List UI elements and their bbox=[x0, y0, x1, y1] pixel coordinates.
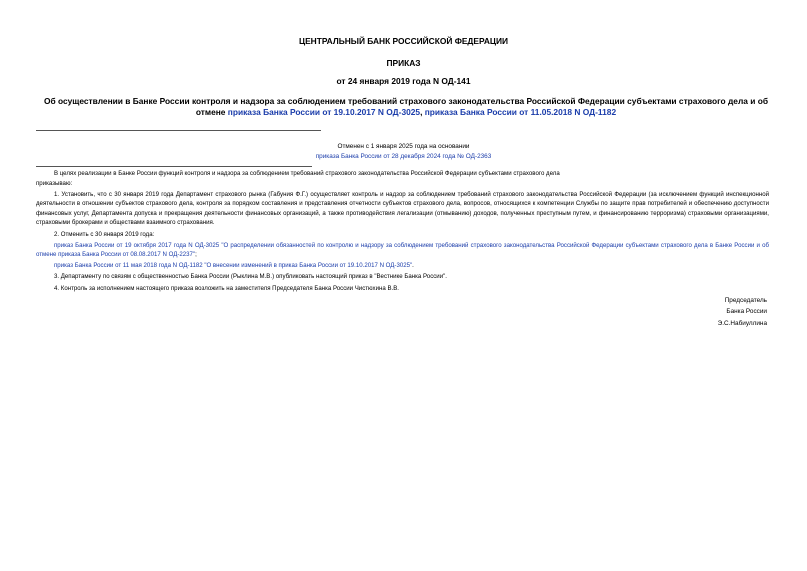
document-date-number: от 24 января 2019 года N ОД-141 bbox=[336, 76, 471, 86]
item-1: 1. Установить, что с 30 января 2019 года Департамент страхового рынка (Габуния Ф.Г.) осуществляет контроль и надзор за соблюдением требований страхового законодательства Российской Федерации (за исключением функций инспекционной деятельности в отношении субъектов страхового дела, контроля за порядком составления и представления отчетности субъектов страхового дела, вопросов, относящихся к компетенции Службы по защите прав потребителей и обеспечению доступности финансовых услуг, Департамента допуска и прекращения деятельности финансовых организаций, а также противодействия легализации (отмыванию) доходов, полученных преступным путем, и финансированию терроризма) страховыми организациями, страховыми брокерами и обществами взаимного страхования. bbox=[36, 190, 769, 227]
organization-heading: ЦЕНТРАЛЬНЫЙ БАНК РОССИЙСКОЙ ФЕДЕРАЦИИ bbox=[298, 36, 509, 46]
divider-line bbox=[36, 166, 312, 167]
item-4: 4. Контроль за исполнением настоящего приказа возложить на заместителя Председателя Банка России Чистюхина В.В. bbox=[54, 284, 399, 292]
signature-organization: Банка России bbox=[726, 308, 767, 316]
divider-line bbox=[36, 130, 321, 131]
signature-name: Э.С.Набиуллина bbox=[717, 319, 767, 327]
document-type: ПРИКАЗ bbox=[386, 58, 421, 68]
item-2-subitem-2 bbox=[36, 261, 769, 271]
signature-block bbox=[718, 295, 767, 329]
punctuation: ; bbox=[195, 251, 197, 259]
item-2: 2. Отменить с 30 января 2019 года: bbox=[54, 230, 155, 238]
document-title bbox=[36, 96, 776, 118]
link-order-od-3025[interactable]: приказ Банка России от 19 октября 2017 года N ОД-3025 "О распределении обязанностей по контролю и надзору за соблюдением требований страхового законодательства Российской Федерации субъектами страхового дела в Банке России и об отмене приказа Банка России от 08.08.2017 N ОД-2237" bbox=[36, 241, 769, 259]
document-body bbox=[36, 169, 769, 293]
cancellation-link[interactable]: приказа Банка России от 28 декабря 2024 года № ОД-2363 bbox=[315, 153, 492, 160]
intro-paragraph: В целях реализации в Банке России функций контроля и надзора за соблюдением требований страхового законодательства Российской Федерации субъектами страхового дела bbox=[54, 170, 560, 177]
signature-position: Председатель bbox=[724, 297, 767, 304]
item-2-subitem-1 bbox=[36, 241, 769, 260]
title-link-od-3025[interactable]: приказа Банка России от 19.10.2017 N ОД-3025 bbox=[227, 107, 421, 117]
title-separator: , bbox=[420, 107, 425, 117]
link-order-od-1182[interactable]: приказ Банка России от 11 мая 2018 года N ОД-1182 "О внесении изменений в приказ Банка России от 19.10.2017 N ОД-3025" bbox=[54, 262, 413, 270]
item-3: 3. Департаменту по связям с общественностью Банка России (Рыклина М.В.) опубликовать настоящий приказ в "Вестнике Банка России". bbox=[54, 273, 447, 281]
cancellation-text: Отменен с 1 января 2025 года на основании bbox=[337, 143, 470, 150]
punctuation: . bbox=[412, 262, 414, 270]
title-text: Об осуществлении в Банке России контроля и надзора за соблюдением требований страхового законодательства Российской Федерации субъектами страхового дела и об отмене bbox=[43, 96, 769, 117]
order-word: приказываю: bbox=[36, 179, 73, 187]
title-link-od-1182[interactable]: приказа Банка России от 11.05.2018 N ОД-1182 bbox=[424, 107, 617, 117]
cancellation-note bbox=[0, 142, 807, 162]
